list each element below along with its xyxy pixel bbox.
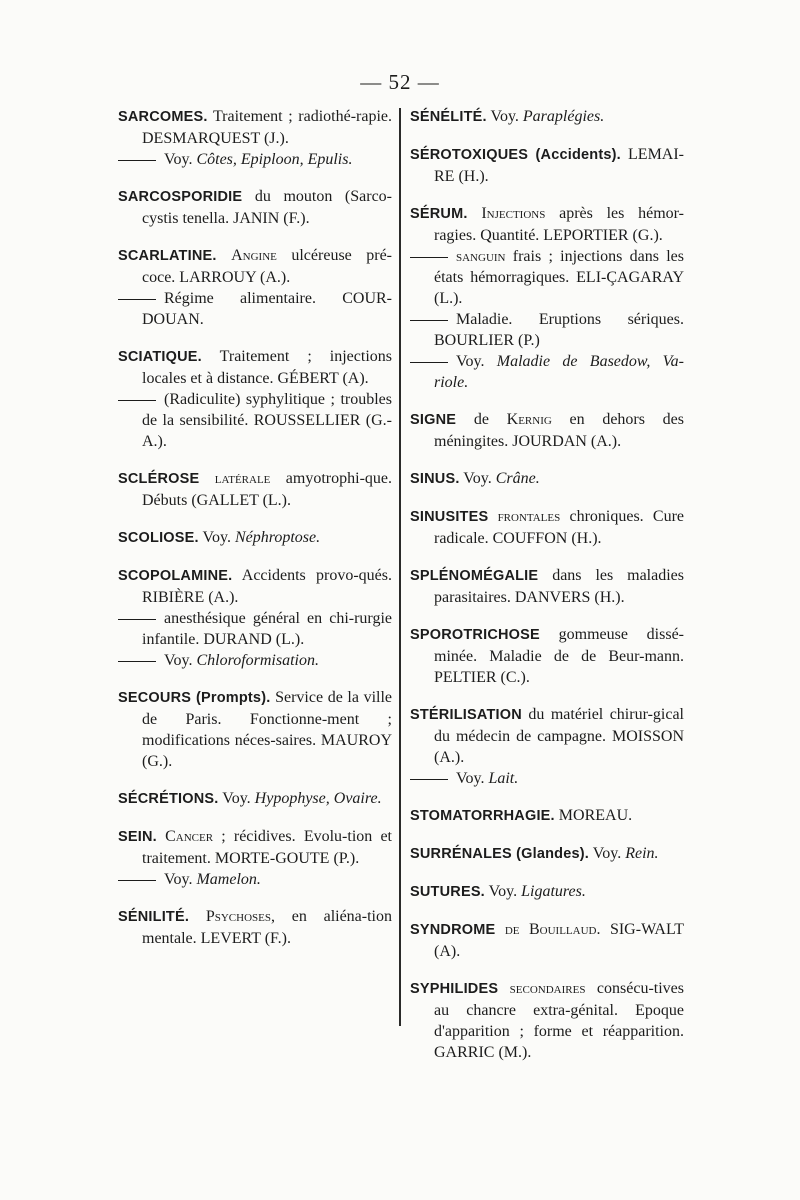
index-entry [410,978,684,1063]
entry-text: ulcéreuse pré-coce. LARROUY (A.). [142,247,393,286]
sub-entry [434,246,684,309]
entry-text: en dehors des méningites. JOURDAN (A.). [434,411,685,450]
entry-text: Maladie. Eruptions sériques. BOURLIER (P.) [434,311,684,349]
entry-text: Voy. [592,845,622,862]
entry-crossref: Hypophyse, Ovaire. [254,790,382,807]
entry-smallcaps: de Bouillaud. [504,921,601,938]
index-entry [410,881,684,903]
entry-text: Voy. [456,353,485,370]
entry-heading: SÉNÉLITÉ. [410,109,487,125]
index-entry [410,409,684,452]
entry-heading: SÉRUM. [410,206,468,222]
entry-heading: SUTURES. [410,884,485,900]
entry-text: Voy. [463,470,492,487]
right-column [410,106,684,1079]
entry-text: après les hémor-ragies. Quantité. LEPORTIER (G.). [434,205,684,244]
sub-entry [434,351,684,393]
index-entry [118,906,392,949]
entry-crossref: Ligatures. [521,883,586,900]
entry-text: Voy. [202,529,231,546]
repeat-dash [118,661,156,662]
index-entry [118,565,392,671]
index-entry [118,687,392,772]
index-entry [410,565,684,608]
index-entry [118,788,392,810]
index-entry [118,527,392,549]
column-divider [399,108,401,1026]
entry-heading: SARCOMES. [118,109,208,125]
entry-crossref: Paraplégies. [522,108,605,125]
index-entry [410,468,684,490]
entry-heading: STOMATORRHAGIE. [410,808,555,824]
entry-text: SIG-WALT (A). [434,921,685,960]
sub-entry [142,608,392,650]
entry-crossref: Chloroformisation. [196,652,319,669]
entry-text: amyotrophi-que. Débuts (GALLET (L.). [142,470,392,509]
repeat-dash [118,880,156,881]
entry-text: anesthésique général en chi-rurgie infantile. DURAND (L.). [142,610,392,648]
index-entry [118,245,392,330]
repeat-dash [410,320,448,321]
entry-crossref: Mamelon. [196,871,261,888]
repeat-dash [118,299,156,300]
entry-text: en aliéna-tion mentale. LEVERT (F.). [142,908,392,947]
entry-heading: SPLÉNOMÉGALIE [410,568,539,584]
sub-entry [142,389,392,452]
entry-text: Accidents provo-qués. RIBIÈRE (A.). [142,567,392,606]
sub-entry [142,288,392,330]
entry-smallcaps: sanguin [456,248,506,265]
left-column [118,106,392,965]
index-entry [410,805,684,827]
entry-text: Voy. [164,652,193,669]
entry-heading: SIGNE [410,412,457,428]
entry-crossref: Maladie de Basedow, Va-riole. [434,353,685,391]
entry-heading: SURRÉNALES (Glandes). [410,846,590,862]
entry-text: du mouton (Sarco-cystis tenella. JANIN (F.). [142,188,393,227]
entry-heading: SÉCRÉTIONS. [118,791,219,807]
sub-entry [434,309,684,351]
entry-smallcaps: frontales [497,508,561,525]
entry-text: Voy. [164,871,193,888]
entry-heading: SCOLIOSE. [118,530,199,546]
index-entry [118,468,392,511]
entry-heading: SINUSITES [410,509,489,525]
entry-text: Voy. [222,790,251,807]
entry-heading: SÉNILITÉ. [118,909,190,925]
repeat-dash [410,362,448,363]
entry-text: gommeuse dissé-minée. Maladie de de Beur-mann. PELTIER (C.). [434,626,684,686]
sub-entry [142,149,392,170]
entry-text: ; récidives. Evolu-tion et traitement. MORTE-GOUTE (P.). [142,828,393,867]
entry-heading: SINUS. [410,471,460,487]
index-entry [118,346,392,452]
entry-text: MOREAU. [558,807,633,824]
index-entry [410,144,684,187]
index-entry [410,106,684,128]
entry-text: Traitement ; radiothé-rapie. DESMARQUEST (J.). [142,108,393,147]
repeat-dash [118,160,156,161]
entry-heading: SPOROTRICHOSE [410,627,540,643]
entry-heading: SCLÉROSE [118,471,200,487]
index-entry [410,704,684,789]
index-entry [410,203,684,393]
entry-smallcaps: Angine [231,247,277,264]
entry-text: Régime alimentaire. COUR-DOUAN. [142,290,392,328]
entry-smallcaps: secondaires [509,980,586,997]
sub-entry [142,869,392,890]
entry-crossref: Rein. [625,845,659,862]
entry-crossref: Crâne. [495,470,540,487]
entry-text: LEMAI-RE (H.). [434,146,684,185]
entry-text: frais ; injections dans les états hémorragiques. ELI-ÇAGARAY (L.). [434,248,685,307]
entry-heading: SCOPOLAMINE. [118,568,233,584]
index-entry [118,106,392,170]
entry-heading: SECOURS (Prompts). [118,690,271,706]
entry-crossref: Néphroptose. [234,529,321,546]
entry-heading: SARCOSPORIDIE [118,189,243,205]
entry-text: Voy. [488,883,518,900]
entry-heading: SYPHILIDES [410,981,499,997]
index-entry [118,186,392,229]
entry-heading: SYNDROME [410,922,496,938]
entry-text: consécu-tives au chancre extra-génital. Epoque d'apparition ; forme et réapparition. GARRIC (M.). [434,980,684,1061]
entry-text: chroniques. Cure radicale. COUFFON (H.). [434,508,684,547]
index-entry [118,826,392,890]
repeat-dash [410,779,448,780]
entry-heading: STÉRILISATION [410,707,522,723]
entry-smallcaps: Kernig [506,411,552,428]
entry-heading: SEIN. [118,829,157,845]
entry-heading: SCIATIQUE. [118,349,202,365]
entry-text: Service de la ville de Paris. Fonctionne-ment ; modifications néces-saires. MAUROY (G.). [142,689,393,770]
entry-smallcaps: Cancer [165,828,214,845]
entry-text: de [473,411,489,428]
index-entry [410,506,684,549]
repeat-dash [118,400,156,401]
repeat-dash [118,619,156,620]
entry-smallcaps: Psychoses, [205,908,275,925]
entry-crossref: Lait. [488,770,519,787]
entry-text: Voy. [456,770,485,787]
entry-heading: SCARLATINE. [118,248,217,264]
sub-entry [434,768,684,789]
repeat-dash [410,257,448,258]
page-number: — 52 — [360,70,440,94]
index-entry [410,624,684,688]
entry-smallcaps: latérale [214,470,271,487]
entry-text: du matériel chirur-gical du médecin de campagne. MOISSON (A.). [434,706,685,766]
sub-entry [142,650,392,671]
entry-heading: SÉROTOXIQUES (Accidents). [410,147,621,163]
entry-text: Traitement ; injections locales et à distance. GÉBERT (A). [142,348,392,387]
entry-crossref: Côtes, Epiploon, Epulis. [196,151,353,168]
entry-text: dans les maladies parasitaires. DANVERS (H.). [434,567,685,606]
entry-text: Voy. [164,151,193,168]
index-entry [410,919,684,962]
index-entry [410,843,684,865]
entry-smallcaps: Injections [481,205,546,222]
entry-text: (Radiculite) syphylitique ; troubles de la sensibilité. ROUSSELLIER (G.-A.). [142,391,392,450]
entry-text: Voy. [490,108,519,125]
